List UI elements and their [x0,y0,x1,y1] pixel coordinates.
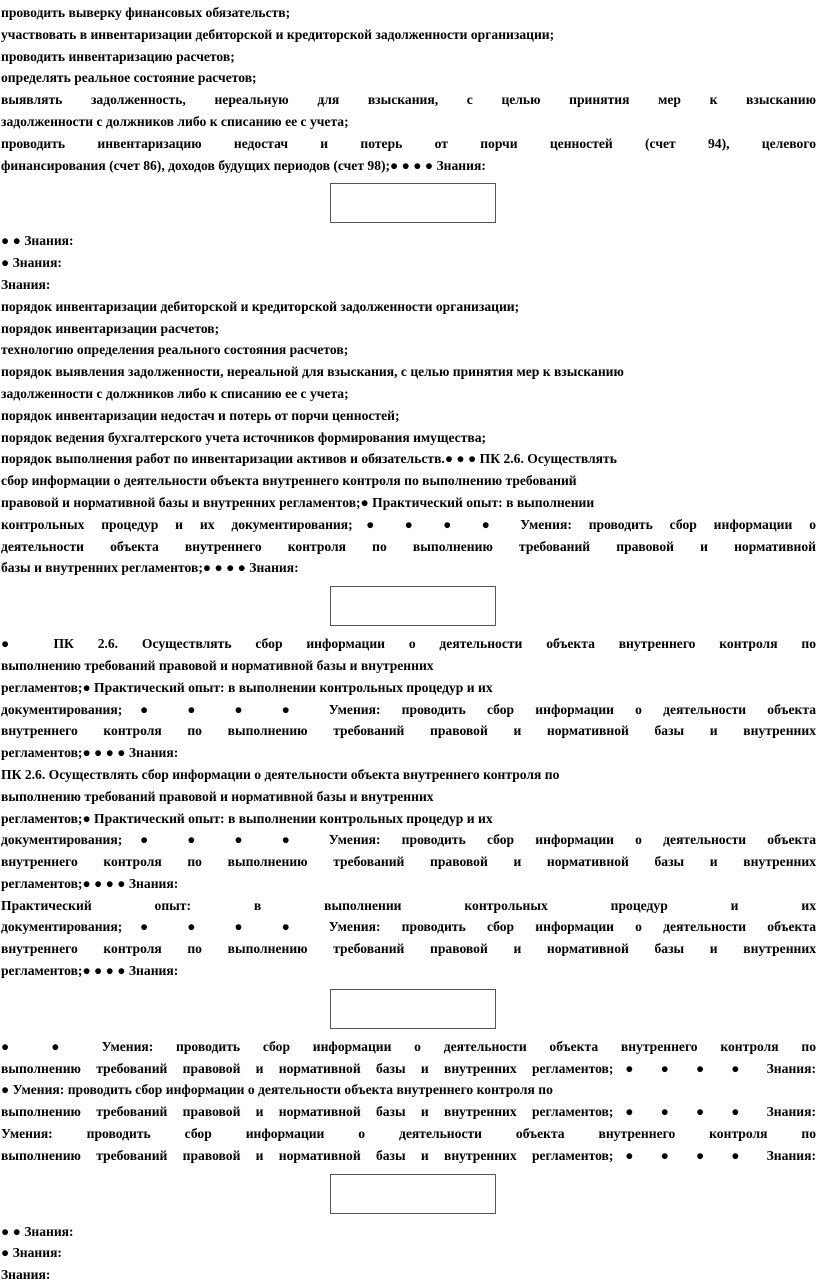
text-line: базы и внутренних регламентов;● ● ● ● Знания: [1,560,299,576]
text-line: ПК 2.6. Осуществлять сбор информации о деятельности объекта внутреннего контроля по [1,766,560,782]
text-line: ● Умения: проводить сбор информации о деятельности объекта внутреннего контроля по [1,1082,553,1098]
text-line: порядок инвентаризации недостач и потерь от порчи ценностей; [1,407,400,423]
text-line: выполнению требований правовой и нормативной базы и внутренних [1,657,434,673]
text-line: Знания: [1,276,51,292]
text-line: выполнению требований правовой и нормативной базы и внутренних регламентов;● ● ● ● Знания: [1,1060,816,1076]
empty-frame [330,183,496,223]
text-line: ● Знания: [1,1245,62,1261]
text-line: определять реальное состояние расчетов; [1,70,257,86]
text-line: регламентов;● ● ● ● Знания: [1,745,179,761]
text-line: Практический опыт: в выполнении контрольных процедур и их [1,897,816,913]
text-line: порядок ведения бухгалтерского учета источников формирования имущества; [1,429,487,445]
text-line: внутреннего контроля по выполнению требований правовой и нормативной базы и внутренних [1,941,816,957]
text-line: ● ● Знания: [1,1223,74,1239]
text-line: внутреннего контроля по выполнению требований правовой и нормативной базы и внутренних [1,723,816,739]
text-line: порядок инвентаризации дебиторской и кредиторской задолженности организации; [1,298,520,314]
text-line: порядок инвентаризации расчетов; [1,320,220,336]
text-line: регламентов;● ● ● ● Знания: [1,963,179,979]
text-line: проводить инвентаризацию недостач и потерь от порчи ценностей (счет 94), целевого [1,135,816,151]
text-line: деятельности объекта внутреннего контроля по выполнению требований правовой и нормативной [1,538,816,554]
text-line: Умения: проводить сбор информации о деятельности объекта внутреннего контроля по [1,1126,816,1142]
text-line: документирования;● ● ● ● Умения: проводить сбор информации о деятельности объекта [1,919,816,935]
text-line: проводить инвентаризацию расчетов; [1,48,235,64]
text-block-2 [1,230,816,579]
text-line: ● ПК 2.6. Осуществлять сбор информации о деятельности объекта внутреннего контроля по [1,636,816,652]
text-line: сбор информации о деятельности объекта внутреннего контроля по выполнению требований [1,473,577,489]
empty-frame [330,989,496,1029]
text-line: регламентов;● Практический опыт: в выполнении контрольных процедур и их [1,810,493,826]
text-line: регламентов;● ● ● ● Знания: [1,875,179,891]
text-line: технологию определения реального состояния расчетов; [1,342,349,358]
text-line: выполнению требований правовой и нормативной базы и внутренних [1,788,434,804]
empty-frame [330,586,496,626]
empty-frame [330,1174,496,1214]
text-line: участвовать в инвентаризации дебиторской и кредиторской задолженности организации; [1,26,555,42]
text-line: ● ● Знания: [1,233,74,249]
text-line: внутреннего контроля по выполнению требований правовой и нормативной базы и внутренних [1,854,816,870]
text-line: регламентов;● Практический опыт: в выполнении контрольных процедур и их [1,679,493,695]
text-line: выполнению требований правовой и нормативной базы и внутренних регламентов;● ● ● ● Знания: [1,1147,816,1163]
text-line: выявлять задолженность, нереальную для взыскания, с целью принятия мер к взысканию [1,92,816,108]
text-line: ● Знания: [1,255,62,271]
text-line: задолженности с должников либо к списанию ее с учета; [1,113,349,129]
text-line: документирования;● ● ● ● Умения: проводить сбор информации о деятельности объекта [1,701,816,717]
text-line: документирования;● ● ● ● Умения: проводить сбор информации о деятельности объекта [1,832,816,848]
text-line: финансирования (счет 86), доходов будущих периодов (счет 98);● ● ● ● Знания: [1,157,486,173]
text-block-1 [1,2,816,176]
text-line: задолженности с должников либо к списанию ее с учета; [1,385,349,401]
text-line: порядок выявления задолженности, нереальной для взыскания, с целью принятия мер к взысканию [1,364,624,380]
text-line: проводить выверку финансовых обязательств; [1,5,291,20]
text-line: контрольных процедур и их документирования;● ● ● ● Умения: проводить сбор информации о [1,516,816,532]
text-block-5 [1,1221,816,1286]
text-line: ● ● Умения: проводить сбор информации о деятельности объекта внутреннего контроля по [1,1038,816,1054]
text-line: Знания: [1,1267,51,1283]
text-block-4 [1,1036,816,1167]
text-line: правовой и нормативной базы и внутренних регламентов;● Практический опыт: в выполнении [1,494,595,510]
text-line: выполнению требований правовой и нормативной базы и внутренних регламентов;● ● ● ● Знания: [1,1104,816,1120]
text-block-3 [1,633,816,982]
text-line: порядок выполнения работ по инвентаризации активов и обязательств.● ● ● ПК 2.6. Осуществлять [1,451,617,467]
